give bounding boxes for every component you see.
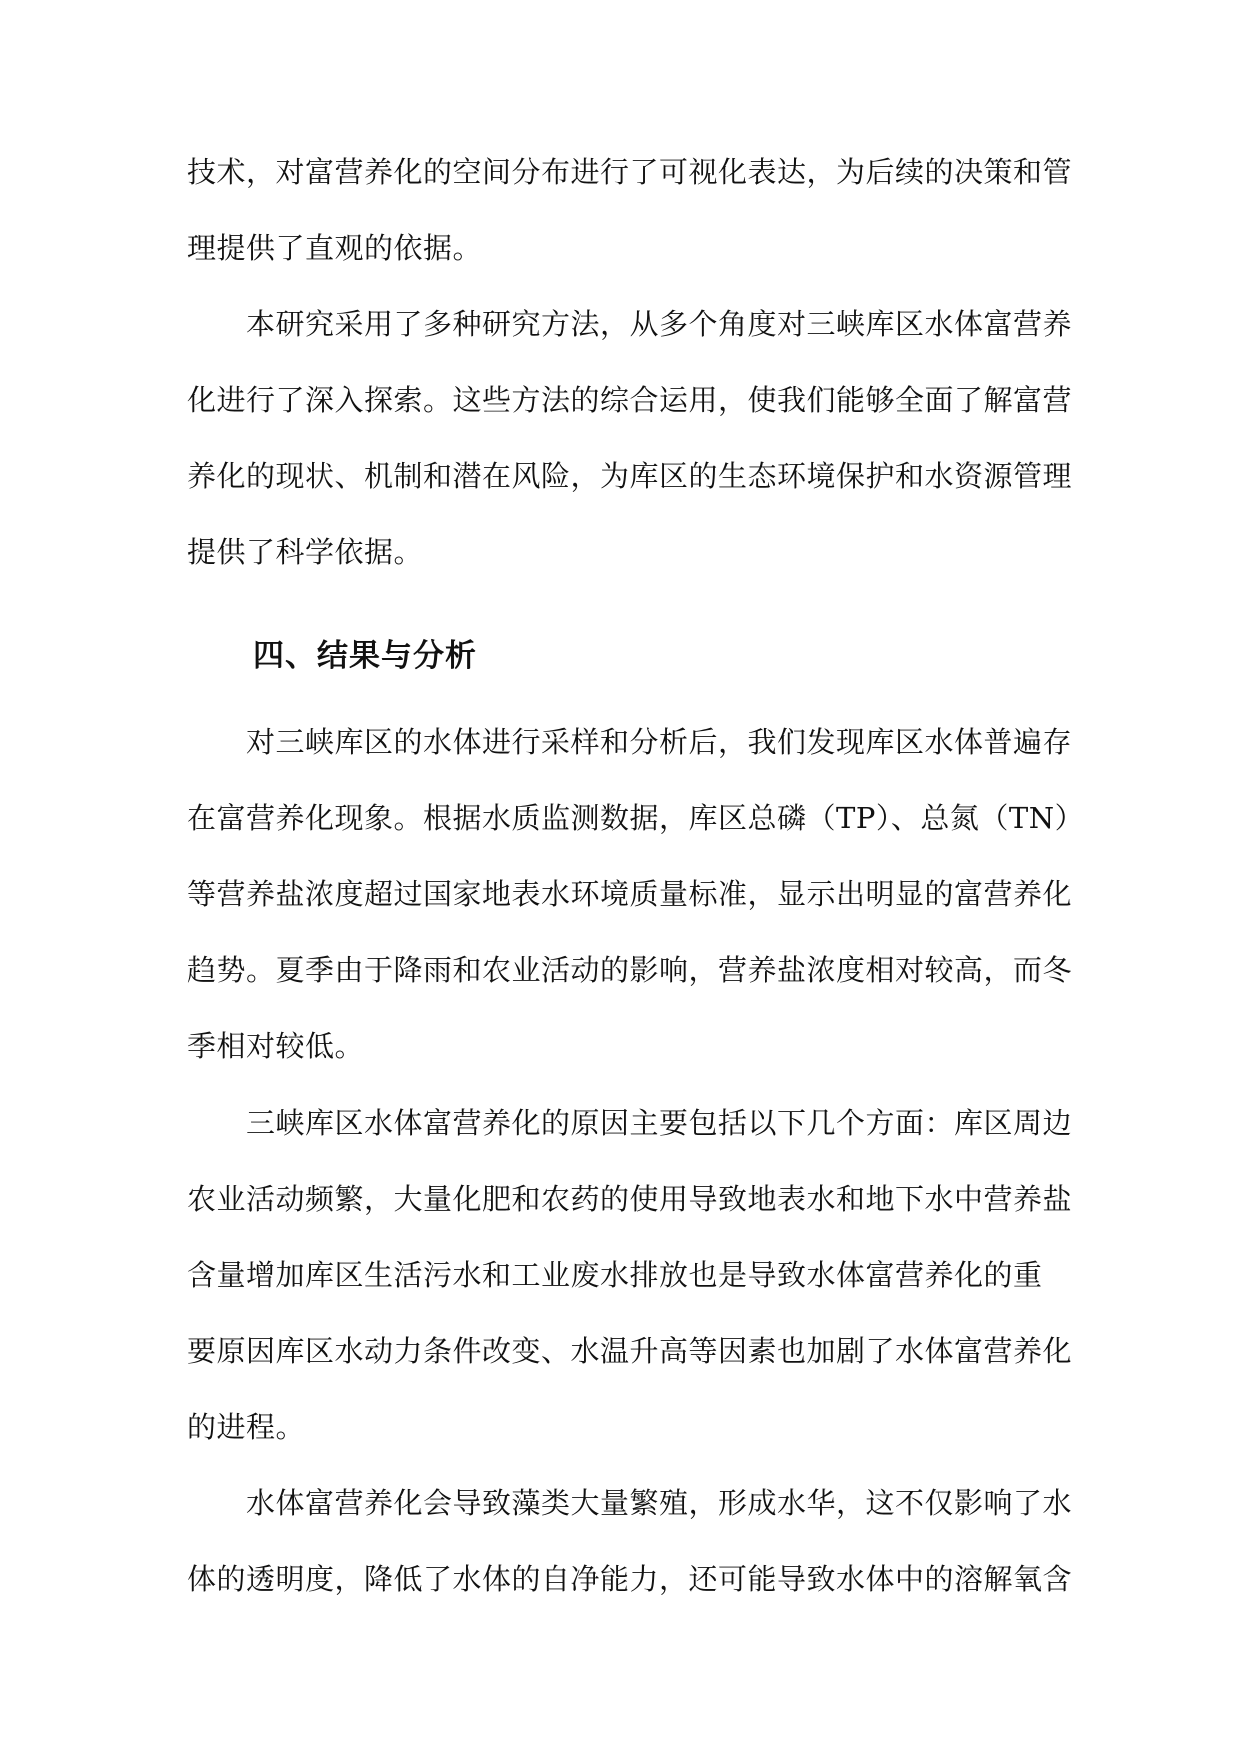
section-heading: 四、结果与分析 <box>253 638 477 674</box>
paragraph-line: 季相对较低。 <box>187 1029 365 1063</box>
paragraph-line: 的进程。 <box>187 1410 306 1444</box>
paragraph-line: 养化的现状、机制和潜在风险，为库区的生态环境保护和水资源管理 <box>187 459 1073 493</box>
paragraph-line: 技术，对富营养化的空间分布进行了可视化表达，为后续的决策和管 <box>187 155 1073 189</box>
paragraph-line: 趋势。夏季由于降雨和农业活动的影响，营养盐浓度相对较高，而冬 <box>187 953 1073 987</box>
paragraph-line: 水体富营养化会导致藻类大量繁殖，形成水华，这不仅影响了水 <box>246 1486 1073 1520</box>
paragraph-line: 要原因库区水动力条件改变、水温升高等因素也加剧了水体富营养化 <box>187 1334 1073 1368</box>
paragraph-line: 理提供了直观的依据。 <box>187 231 483 265</box>
paragraph-line: 含量增加库区生活污水和工业废水排放也是导致水体富营养化的重 <box>187 1258 1043 1292</box>
paragraph-line: 农业活动频繁，大量化肥和农药的使用导致地表水和地下水中营养盐 <box>187 1182 1073 1216</box>
paragraph-line: 提供了科学依据。 <box>187 535 424 569</box>
paragraph-line: 本研究采用了多种研究方法，从多个角度对三峡库区水体富营养 <box>246 307 1073 341</box>
paragraph-line: 化进行了深入探索。这些方法的综合运用，使我们能够全面了解富营 <box>187 383 1073 417</box>
paragraph-line: 体的透明度，降低了水体的自净能力，还可能导致水体中的溶解氧含 <box>187 1562 1073 1596</box>
paragraph-line: 等营养盐浓度超过国家地表水环境质量标准，显示出明显的富营养化 <box>187 877 1073 911</box>
paragraph-line: 对三峡库区的水体进行采样和分析后，我们发现库区水体普遍存 <box>246 725 1073 759</box>
paragraph-line: 三峡库区水体富营养化的原因主要包括以下几个方面：库区周边 <box>246 1106 1073 1140</box>
paragraph-line: 在富营养化现象。根据水质监测数据，库区总磷（TP）、总氮（TN） <box>187 801 1085 835</box>
